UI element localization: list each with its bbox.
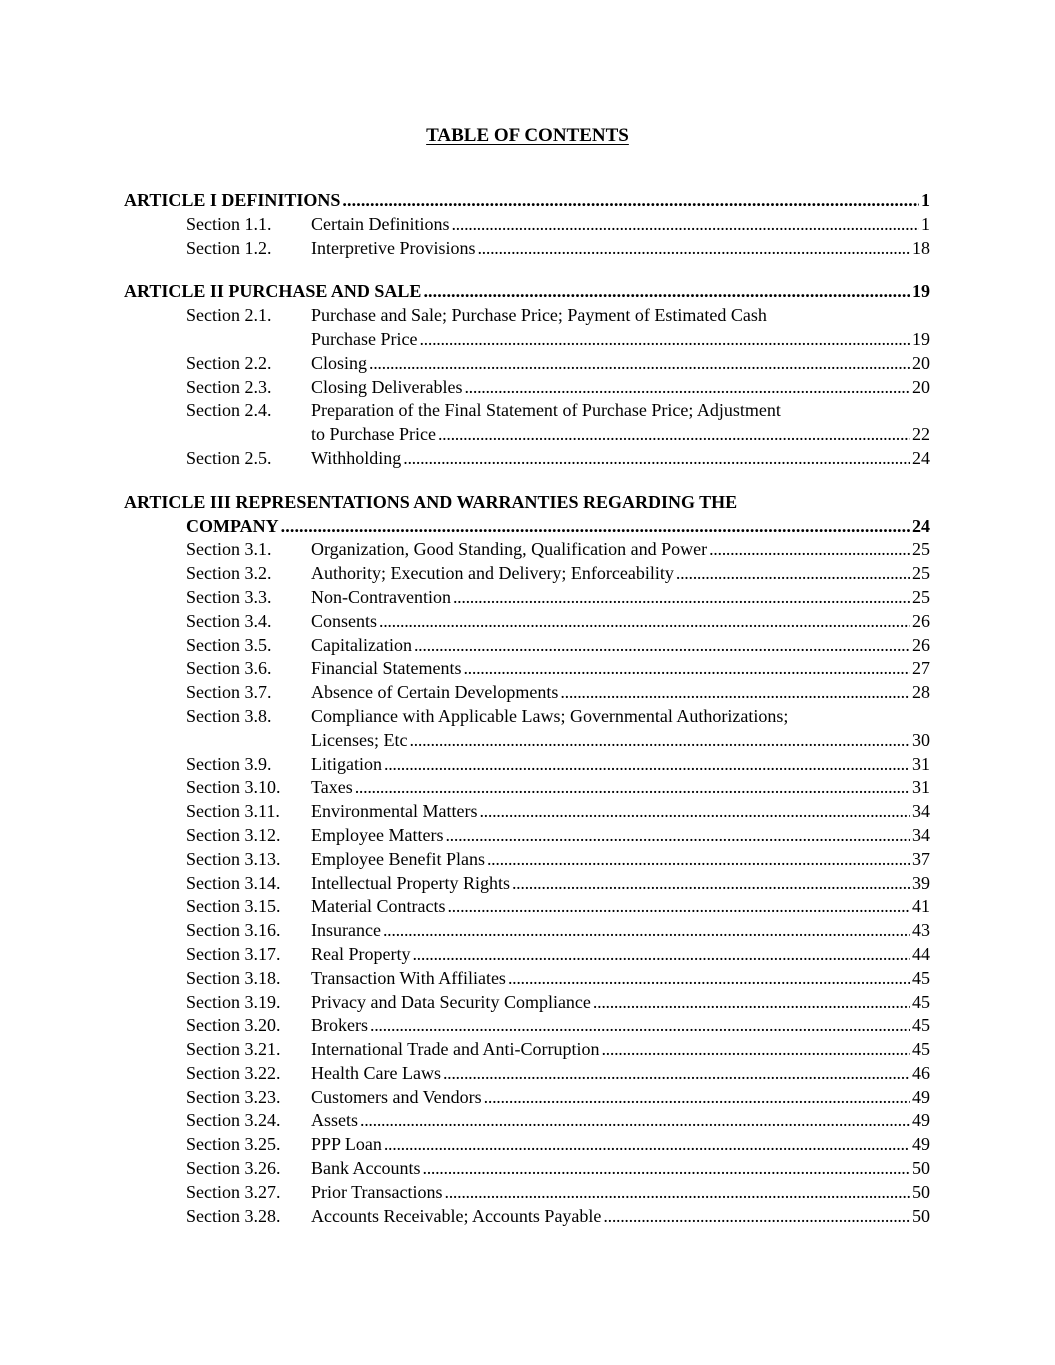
section-number: Section 3.7. [186, 682, 272, 703]
toc-entry[interactable] [124, 562, 930, 586]
dot-leader [487, 848, 910, 872]
article-title: ARTICLE I DEFINITIONS [124, 190, 341, 210]
page-number: 24 [912, 515, 930, 536]
section-title: Taxes [311, 777, 353, 798]
page-number: 24 [912, 447, 930, 468]
section-title: Insurance [311, 920, 381, 941]
section-title: Accounts Receivable; Accounts Payable [311, 1205, 602, 1226]
toc-entry[interactable] [124, 1157, 930, 1181]
page-number: 50 [912, 1205, 930, 1226]
dot-leader [709, 538, 910, 562]
toc-entry[interactable] [124, 848, 930, 872]
section-number: Section 3.10. [186, 777, 281, 798]
section-title: Real Property [311, 943, 411, 964]
section-number: Section 2.3. [186, 376, 272, 397]
section-title: International Trade and Anti-Corruption [311, 1039, 600, 1060]
section-number: Section 3.26. [186, 1158, 281, 1179]
dot-leader [369, 352, 910, 376]
article-heading[interactable] [124, 280, 930, 304]
dot-leader [438, 423, 910, 447]
section-title: Bank Accounts [311, 1158, 421, 1179]
section-title: Litigation [311, 753, 382, 774]
page-number: 20 [912, 376, 930, 397]
page-number: 37 [912, 848, 930, 869]
section-number: Section 3.23. [186, 1086, 281, 1107]
section-number: Section 3.18. [186, 967, 281, 988]
dot-leader [403, 447, 910, 471]
article-heading[interactable] [124, 491, 930, 515]
page-number: 28 [912, 682, 930, 703]
section-number: Section 2.2. [186, 352, 272, 373]
dot-leader [484, 1086, 910, 1110]
dot-leader [453, 586, 910, 610]
page-number: 49 [912, 1086, 930, 1107]
toc-article [124, 491, 930, 1229]
section-number: Section 3.12. [186, 824, 281, 845]
section-title: Compliance with Applicable Laws; Governmental Authorizations; [311, 705, 789, 726]
toc-entry[interactable] [124, 776, 930, 800]
page-number: 39 [912, 872, 930, 893]
page-number: 46 [912, 1062, 930, 1083]
page-number: 50 [912, 1158, 930, 1179]
section-title: Privacy and Data Security Compliance [311, 991, 591, 1012]
section-title: Absence of Certain Developments [311, 682, 559, 703]
dot-leader [412, 943, 910, 967]
dot-leader [445, 824, 910, 848]
page-number: 50 [912, 1181, 930, 1202]
toc-entry[interactable] [124, 657, 930, 681]
page-number: 26 [912, 610, 930, 631]
section-number: Section 3.4. [186, 610, 272, 631]
toc-article [124, 280, 930, 470]
page-number: 25 [912, 539, 930, 560]
section-title: Authority; Execution and Delivery; Enforceability [311, 563, 674, 584]
section-number: Section 3.27. [186, 1181, 281, 1202]
dot-leader [379, 610, 910, 634]
section-number: Section 3.28. [186, 1205, 281, 1226]
section-title: Licenses; Etc [311, 729, 408, 750]
page-number: 45 [912, 1039, 930, 1060]
section-number: Section 3.21. [186, 1039, 281, 1060]
section-title: Purchase Price [311, 328, 418, 349]
page-number: 1 [921, 190, 930, 210]
section-number: Section 3.8. [186, 705, 272, 726]
article-heading[interactable] [124, 189, 930, 213]
section-title: Purchase and Sale; Purchase Price; Payment of Estimated Cash [311, 305, 767, 326]
section-number: Section 3.11. [186, 801, 280, 822]
section-title: Environmental Matters [311, 801, 478, 822]
toc-entry[interactable] [124, 800, 930, 824]
toc-article [124, 189, 930, 260]
toc-entry[interactable] [124, 586, 930, 610]
dot-leader [384, 1133, 910, 1157]
table-of-contents [124, 189, 930, 1248]
dot-leader [447, 895, 910, 919]
page-number: 18 [912, 237, 930, 258]
page-number: 31 [912, 777, 930, 798]
section-number: Section 3.17. [186, 943, 281, 964]
page-number: 22 [912, 424, 930, 445]
section-title: Organization, Good Standing, Qualification and Power [311, 539, 708, 560]
toc-entry[interactable] [124, 1086, 930, 1110]
section-title: Brokers [311, 1015, 368, 1036]
article-title: ARTICLE II PURCHASE AND SALE [124, 281, 422, 302]
section-title: Prior Transactions [311, 1181, 443, 1202]
section-number: Section 2.4. [186, 400, 272, 421]
dot-leader [360, 1109, 910, 1133]
page-number: 34 [912, 824, 930, 845]
section-number: Section 3.25. [186, 1134, 281, 1155]
toc-entry[interactable] [124, 1038, 930, 1062]
section-title: Customers and Vendors [311, 1086, 482, 1107]
page-number: 27 [912, 658, 930, 679]
toc-entry[interactable] [124, 895, 930, 919]
section-title: Interpretive Provisions [311, 237, 476, 258]
toc-entry[interactable] [124, 681, 930, 705]
section-number: Section 3.3. [186, 586, 272, 607]
toc-entry[interactable] [124, 1014, 930, 1038]
section-number: Section 3.2. [186, 563, 272, 584]
toc-entry[interactable] [124, 1181, 930, 1205]
dot-leader [451, 213, 919, 237]
toc-entry[interactable] [124, 352, 930, 376]
dot-leader [383, 919, 910, 943]
toc-entry[interactable] [124, 399, 930, 447]
section-title: Intellectual Property Rights [311, 872, 510, 893]
section-title: to Purchase Price [311, 424, 436, 445]
toc-entry[interactable] [124, 705, 930, 753]
dot-leader [423, 1157, 911, 1181]
section-number: Section 3.13. [186, 848, 281, 869]
page-number: 25 [912, 563, 930, 584]
toc-entry[interactable] [124, 1062, 930, 1086]
page-number: 31 [912, 753, 930, 774]
toc-entry[interactable] [124, 753, 930, 777]
section-title: Employee Benefit Plans [311, 848, 485, 869]
dot-leader [464, 376, 910, 400]
page-number: 43 [912, 920, 930, 941]
section-number: Section 1.2. [186, 237, 272, 258]
toc-entry[interactable] [124, 538, 930, 562]
dot-leader [560, 681, 910, 705]
toc-entry[interactable] [124, 824, 930, 848]
section-title: Closing Deliverables [311, 376, 463, 397]
toc-entry[interactable] [124, 376, 930, 400]
section-title: Certain Definitions [311, 213, 450, 234]
toc-entry[interactable] [124, 943, 930, 967]
dot-leader [370, 1014, 910, 1038]
section-title: Non-Contravention [311, 586, 451, 607]
section-number: Section 3.5. [186, 634, 272, 655]
dot-leader [414, 634, 910, 658]
dot-leader [477, 237, 910, 261]
toc-entry[interactable] [124, 967, 930, 991]
section-title: Transaction With Affiliates [311, 967, 506, 988]
toc-entry[interactable] [124, 447, 930, 471]
dot-leader [281, 515, 910, 539]
toc-entry[interactable] [124, 872, 930, 896]
page-number: 45 [912, 1015, 930, 1036]
dot-leader [603, 1205, 910, 1229]
toc-entry[interactable] [124, 237, 930, 261]
toc-entry[interactable] [124, 919, 930, 943]
section-number: Section 3.16. [186, 920, 281, 941]
section-title: PPP Loan [311, 1134, 382, 1155]
page-number: 19 [912, 328, 930, 349]
page-number: 34 [912, 801, 930, 822]
page-number: 45 [912, 991, 930, 1012]
section-title: Assets [311, 1110, 359, 1131]
section-title: Closing [311, 352, 368, 373]
page-number: 20 [912, 352, 930, 373]
page-number: 30 [912, 729, 930, 750]
section-number: Section 2.1. [186, 305, 272, 326]
dot-leader [443, 1062, 910, 1086]
toc-entry[interactable] [124, 213, 930, 237]
toc-entry[interactable] [124, 1205, 930, 1229]
section-title: Capitalization [311, 634, 412, 655]
section-title: Consents [311, 610, 378, 631]
dot-leader [384, 753, 910, 777]
page-number: 44 [912, 943, 930, 964]
page-number: 41 [912, 896, 930, 917]
section-number: Section 3.20. [186, 1015, 281, 1036]
dot-leader [512, 872, 910, 896]
article-title: ARTICLE III REPRESENTATIONS AND WARRANTIES REGARDING THE [124, 491, 738, 512]
section-number: Section 3.6. [186, 658, 272, 679]
toc-entry[interactable] [124, 610, 930, 634]
dot-leader [593, 991, 910, 1015]
section-number: Section 1.1. [186, 213, 272, 234]
section-title: Health Care Laws [311, 1062, 441, 1083]
section-number: Section 3.9. [186, 753, 272, 774]
toc-entry[interactable] [124, 1109, 930, 1133]
dot-leader [479, 800, 910, 824]
section-number: Section 3.24. [186, 1110, 281, 1131]
toc-entry[interactable] [124, 304, 930, 352]
section-number: Section 3.15. [186, 896, 281, 917]
page-number: 49 [912, 1134, 930, 1155]
toc-entry[interactable] [124, 634, 930, 658]
dot-leader [409, 729, 910, 753]
toc-entry[interactable] [124, 1133, 930, 1157]
section-title: Financial Statements [311, 658, 462, 679]
page-number: 45 [912, 967, 930, 988]
dot-leader [423, 280, 910, 304]
section-number: Section 3.1. [186, 539, 272, 560]
page-number: 26 [912, 634, 930, 655]
page-number: 19 [912, 281, 930, 302]
dot-leader [508, 967, 910, 991]
section-title: Employee Matters [311, 824, 444, 845]
section-number: Section 3.14. [186, 872, 281, 893]
article-title: COMPANY [186, 515, 279, 536]
section-title: Withholding [311, 447, 402, 468]
section-number: Section 3.22. [186, 1062, 281, 1083]
dot-leader [445, 1181, 910, 1205]
section-title: Material Contracts [311, 896, 446, 917]
page-title: TABLE OF CONTENTS [426, 125, 629, 146]
dot-leader [355, 776, 910, 800]
dot-leader [463, 657, 910, 681]
dot-leader [601, 1038, 910, 1062]
dot-leader [676, 562, 910, 586]
section-number: Section 3.19. [186, 991, 281, 1012]
article-heading[interactable] [124, 515, 930, 539]
dot-leader [419, 328, 910, 352]
section-number: Section 2.5. [186, 447, 272, 468]
page-number: 25 [912, 586, 930, 607]
page-number: 1 [921, 213, 930, 234]
section-title: Preparation of the Final Statement of Purchase Price; Adjustment [311, 400, 781, 421]
page-number: 49 [912, 1110, 930, 1131]
toc-entry[interactable] [124, 991, 930, 1015]
dot-leader [342, 189, 919, 213]
